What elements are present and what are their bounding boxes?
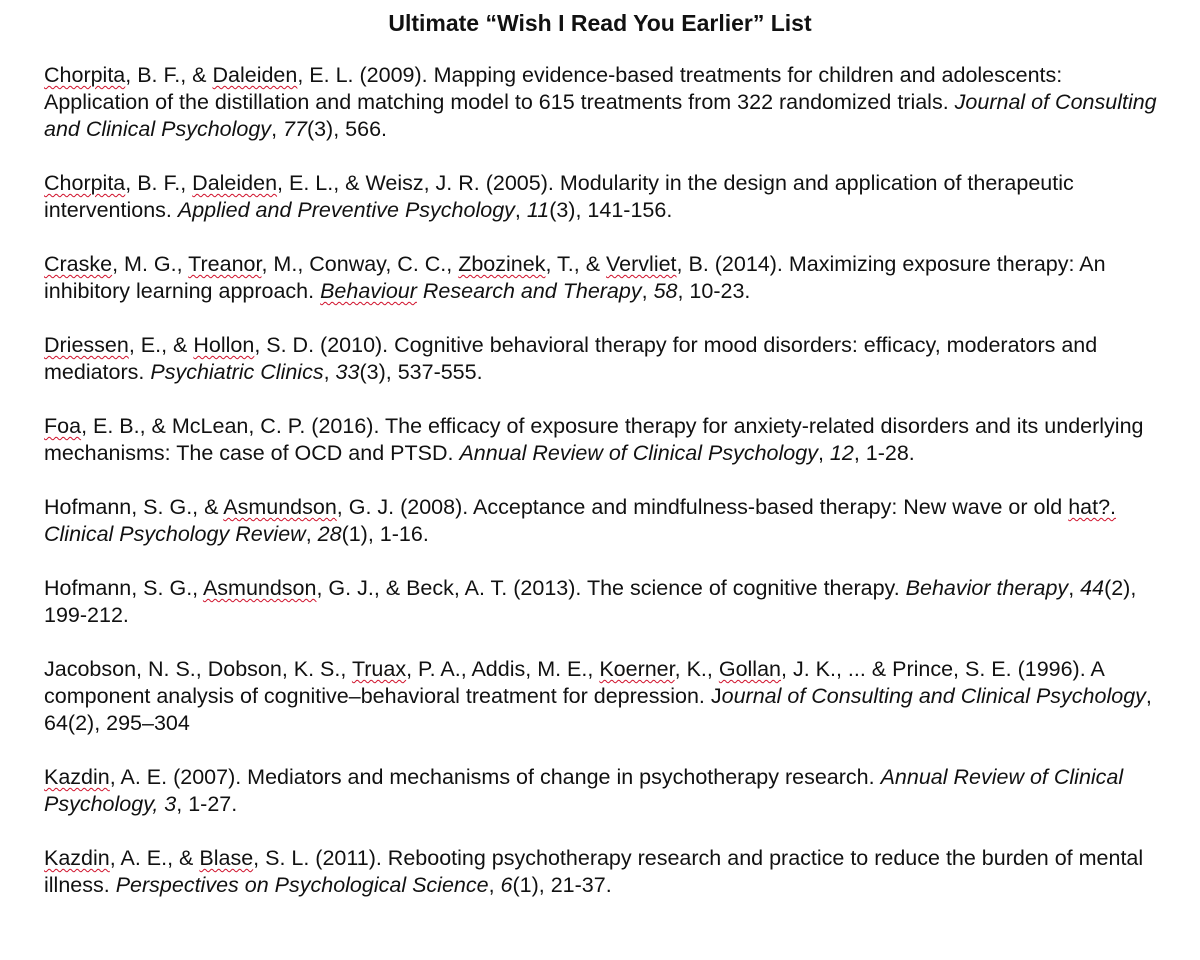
misspelled-word: Chorpita: [44, 171, 126, 195]
reference-text-run: , E. L., & Weisz, J. R. (2005). Modularity in the design and application of therapeutic interventions.: [44, 171, 1080, 222]
reference-text-run: , 10-23.: [677, 279, 751, 303]
reference-entry: [44, 764, 1164, 818]
reference-text-run: , T., &: [545, 252, 607, 276]
misspelled-word: Daleiden: [192, 171, 278, 195]
reference-entry: [44, 251, 1164, 305]
reference-text-run: 12: [829, 441, 854, 465]
reference-text-run: , B. (2014). Maximizing exposure therapy: An inhibitory learning approach.: [44, 252, 1112, 303]
reference-text-run: Jacobson, N. S., Dobson, K. S.,: [44, 657, 352, 681]
reference-text-run: ,: [1068, 576, 1081, 600]
reference-text-run: [1116, 495, 1122, 519]
reference-text-run: ,: [817, 441, 830, 465]
reference-text-run: ournal of Consulting and Clinical Psychology: [721, 684, 1146, 708]
misspelled-word: Treanor: [188, 252, 262, 276]
reference-text-run: , A. E., &: [109, 846, 200, 870]
reference-text-run: Applied and Preventive Psychology: [177, 198, 515, 222]
reference-text-run: Behavior therapy: [905, 576, 1069, 600]
misspelled-word: Driessen: [44, 333, 129, 357]
misspelled-word: Koerner: [599, 657, 675, 681]
reference-text-run: 6: [500, 873, 513, 897]
reference-text-run: 28: [317, 522, 342, 546]
reference-entry: [44, 62, 1164, 143]
reference-text-run: , E. L. (2009). Mapping evidence-based treatments for children and adolescents: Application of the distillation and matching model to 615 treatments from 322 randomized trials.: [44, 63, 1068, 114]
document-title: Ultimate “Wish I Read You Earlier” List: [388, 10, 812, 36]
reference-text-run: Annual Review of Clinical Psychology: [459, 441, 818, 465]
reference-entry: [44, 170, 1164, 224]
reference-text-run: (1), 21-37.: [512, 873, 612, 897]
reference-text-run: ,: [641, 279, 654, 303]
reference-text-run: 77: [283, 117, 307, 141]
reference-text-run: , M. G.,: [112, 252, 189, 276]
reference-text-run: , 1-27.: [176, 792, 238, 816]
reference-entry: [44, 845, 1164, 899]
reference-text-run: , E. B., & McLean, C. P. (2016). The efficacy of exposure therapy for anxiety-related disorders and its underlying mechanisms: The case of OCD and PTSD.: [44, 414, 1150, 465]
reference-text-run: , S. L. (2011). Rebooting psychotherapy research and practice to reduce the burden of mental illness.: [44, 846, 1150, 897]
reference-entry: [44, 413, 1164, 467]
reference-text-run: , B. F.,: [125, 171, 193, 195]
misspelled-word: Truax: [351, 657, 407, 681]
reference-text-run: , 64(2), 295–304: [44, 684, 1158, 735]
reference-text-run: Journal of Consulting and Clinical Psychology: [44, 90, 1163, 141]
reference-text-run: Annual Review of Clinical Psychology, 3: [44, 765, 1130, 816]
reference-list: [44, 62, 1164, 926]
misspelled-word: Chorpita: [44, 63, 126, 87]
misspelled-word: Daleiden: [212, 63, 298, 87]
misspelled-word: Kazdin: [44, 765, 110, 789]
reference-text-run: , K.,: [674, 657, 719, 681]
reference-text-run: , M., Conway, C. C.,: [261, 252, 459, 276]
reference-text-run: Hofmann, S. G.,: [44, 576, 203, 600]
misspelled-word: Hollon: [193, 333, 255, 357]
misspelled-word: Foa: [44, 414, 82, 438]
misspelled-word: Gollan: [718, 657, 781, 681]
reference-text-run: (3), 537-555.: [359, 360, 483, 384]
reference-text-run: Hofmann, S. G., &: [44, 495, 224, 519]
reference-text-run: , 1-28.: [853, 441, 915, 465]
reference-entry: [44, 332, 1164, 386]
reference-text-run: , S. D. (2010). Cognitive behavioral therapy for mood disorders: efficacy, moderators and mediators.: [44, 333, 1104, 384]
misspelled-word: Asmundson: [202, 576, 317, 600]
reference-text-run: (1), 1-16.: [341, 522, 429, 546]
reference-text-run: ,: [323, 360, 336, 384]
reference-text-run: 33: [335, 360, 360, 384]
reference-text-run: (3), 141-156.: [549, 198, 673, 222]
reference-text-run: Perspectives on Psychological Science: [115, 873, 489, 897]
misspelled-word: Behaviour: [320, 279, 417, 303]
misspelled-word: Craske: [44, 252, 113, 276]
reference-text-run: (2), 199-212.: [44, 576, 1143, 627]
reference-entry: [44, 494, 1164, 548]
reference-text-run: 11: [526, 198, 550, 222]
reference-text-run: Research and Therapy: [416, 279, 642, 303]
misspelled-word: Vervliet: [606, 252, 677, 276]
misspelled-word: Blase: [199, 846, 254, 870]
reference-text-run: Psychiatric Clinics: [150, 360, 324, 384]
reference-text-run: ,: [514, 198, 527, 222]
reference-text-run: , E., &: [128, 333, 194, 357]
reference-text-run: , G. J., & Beck, A. T. (2013). The science of cognitive therapy.: [316, 576, 906, 600]
reference-text-run: , A. E. (2007). Mediators and mechanisms of change in psychotherapy research.: [109, 765, 881, 789]
reference-entry: [44, 575, 1164, 629]
misspelled-word: hat?.: [1068, 495, 1117, 519]
reference-text-run: , P. A., Addis, M. E.,: [406, 657, 600, 681]
misspelled-word: Kazdin: [44, 846, 110, 870]
reference-text-run: 58: [653, 279, 678, 303]
reference-text-run: Clinical Psychology Review: [44, 522, 306, 546]
reference-entry: [44, 656, 1164, 737]
reference-text-run: ,: [305, 522, 318, 546]
reference-text-run: , G. J. (2008). Acceptance and mindfulness-based therapy: New wave or old: [336, 495, 1069, 519]
reference-text-run: ,: [488, 873, 501, 897]
misspelled-word: Zbozinek: [458, 252, 546, 276]
reference-text-run: 44: [1080, 576, 1105, 600]
reference-text-run: ,: [271, 117, 284, 141]
reference-text-run: , B. F., &: [125, 63, 213, 87]
reference-text-run: (3), 566.: [306, 117, 388, 141]
reference-text-run: , J. K., ... & Prince, S. E. (1996). A component analysis of cognitive–behavioral treatment for depression. J: [44, 657, 1110, 708]
misspelled-word: Asmundson: [223, 495, 337, 519]
